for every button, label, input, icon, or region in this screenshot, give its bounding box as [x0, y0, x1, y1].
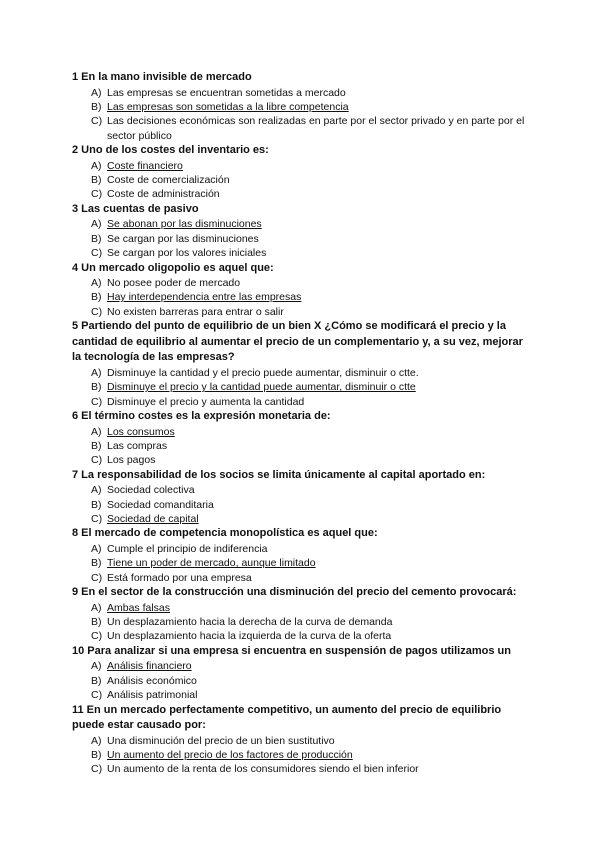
option-letter: C): [91, 630, 103, 643]
question-8: [72, 526, 532, 585]
option-letter: C): [91, 188, 103, 201]
answer-option: [72, 498, 532, 512]
answer-option: [72, 659, 532, 673]
option-letter: B): [91, 232, 102, 245]
option-text: Está formado por una empresa: [107, 571, 252, 584]
answer-option: [72, 366, 532, 380]
option-letter: C): [91, 305, 103, 318]
question-6: [72, 409, 532, 468]
option-letter: C): [91, 571, 103, 584]
option-text: Un desplazamiento hacia la derecha de la curva de demanda: [107, 616, 393, 629]
question-text: 9 En el sector de la construcción una disminución del precio del cemento provocará:: [72, 586, 517, 599]
option-text: Las decisiones económicas son realizadas en parte por el sector privado y en parte por el sector público: [107, 115, 525, 142]
option-letter: A): [91, 86, 102, 99]
option-text: Las empresas se encuentran sometidas a mercado: [107, 86, 346, 99]
option-letter: C): [91, 247, 103, 260]
option-letter: C): [91, 763, 103, 776]
answer-options: [72, 159, 532, 202]
answer-options: [72, 425, 532, 468]
option-letter: A): [91, 484, 102, 497]
question-4: [72, 261, 532, 320]
option-text: Análisis económico: [107, 674, 197, 687]
option-letter: A): [91, 159, 102, 172]
question-3: [72, 202, 532, 261]
option-text: Sociedad comanditaria: [107, 498, 214, 511]
answer-options: [72, 86, 532, 144]
answer-option: [72, 187, 532, 201]
question-text: 7 La responsabilidad de los socios se limita únicamente al capital aportado en:: [72, 468, 486, 481]
question-list: [72, 70, 532, 777]
option-text-correct: Las empresas son sometidas a la libre competencia: [107, 100, 349, 113]
option-letter: B): [91, 616, 102, 629]
option-text: Un desplazamiento hacia la izquierda de la curva de la oferta: [107, 630, 392, 643]
answer-options: [72, 217, 532, 260]
answer-option: [72, 453, 532, 467]
option-text: No existen barreras para entrar o salir: [107, 305, 284, 318]
answer-option: [72, 483, 532, 497]
option-text-correct: Los consumos: [107, 425, 175, 438]
answer-option: [72, 100, 532, 114]
option-letter: B): [91, 291, 102, 304]
answer-option: [72, 159, 532, 173]
option-letter: B): [91, 381, 102, 394]
answer-options: [72, 659, 532, 702]
question-2: [72, 143, 532, 202]
question-text: 5 Partiendo del punto de equilibrio de un bien X ¿Cómo se modificará el precio y la cantidad de equilibrio al aumentar el precio de un complementario y, a su vez, mejorar la tecnología de las empresas?: [72, 320, 523, 364]
option-letter: A): [91, 734, 102, 747]
option-text: Coste de administración: [107, 188, 220, 201]
option-text: Las compras: [107, 439, 168, 452]
answer-option: [72, 571, 532, 585]
question-10: [72, 644, 532, 703]
option-letter: B): [91, 749, 102, 761]
answer-option: [72, 439, 532, 453]
answer-option: [72, 688, 532, 702]
option-letter: A): [91, 425, 102, 438]
answer-option: [72, 232, 532, 246]
option-letter: A): [91, 218, 102, 231]
option-text-correct: Análisis financiero: [107, 660, 192, 673]
answer-option: [72, 512, 532, 526]
option-letter: C): [91, 513, 103, 526]
option-letter: C): [91, 115, 103, 128]
question-text: 1 En la mano invisible de mercado: [72, 71, 252, 83]
answer-option: [72, 173, 532, 187]
answer-option: [72, 542, 532, 556]
option-letter: B): [91, 557, 102, 570]
answer-option: [72, 276, 532, 290]
option-text-correct: Coste financiero: [107, 159, 183, 172]
answer-option: [72, 674, 532, 688]
answer-option: [72, 734, 532, 748]
answer-option: [72, 629, 532, 643]
option-text-correct: Se abonan por las disminuciones: [107, 218, 262, 231]
option-letter: C): [91, 395, 103, 408]
option-letter: C): [91, 454, 103, 467]
option-text: Se cargan por los valores iniciales: [107, 247, 267, 260]
question-1: [72, 70, 532, 143]
option-text-correct: Hay interdependencia entre las empresas: [107, 291, 302, 304]
option-letter: B): [91, 439, 102, 452]
option-text: Coste de comercialización: [107, 174, 230, 187]
answer-option: [72, 305, 532, 319]
option-text: Disminuye la cantidad y el precio puede aumentar, disminuir o ctte.: [107, 366, 419, 379]
answer-option: [72, 762, 532, 776]
question-11: [72, 703, 532, 777]
option-text: Sociedad colectiva: [107, 484, 195, 497]
option-text-correct: Ambas falsas: [107, 601, 171, 614]
option-text: Un aumento de la renta de los consumidores siendo el bien inferior: [107, 763, 419, 776]
option-text-correct: Disminuye el precio y la cantidad puede aumentar, disminuir o ctte: [107, 381, 416, 394]
option-letter: A): [91, 660, 102, 673]
option-letter: B): [91, 498, 102, 511]
answer-option: [72, 615, 532, 629]
answer-option: [72, 601, 532, 615]
option-letter: A): [91, 277, 102, 290]
option-text: No posee poder de mercado: [107, 277, 241, 290]
answer-option: [72, 395, 532, 409]
answer-options: [72, 483, 532, 526]
answer-options: [72, 601, 532, 644]
answer-options: [72, 276, 532, 319]
answer-option: [72, 114, 532, 143]
option-letter: A): [91, 542, 102, 555]
option-text: Se cargan por las disminuciones: [107, 232, 259, 245]
question-5: [72, 319, 532, 409]
answer-option: [72, 217, 532, 231]
question-text: 4 Un mercado oligopolio es aquel que:: [72, 261, 274, 274]
answer-options: [72, 366, 532, 409]
question-text: 3 Las cuentas de pasivo: [72, 202, 199, 215]
option-text: Cumple el principio de indiferencia: [107, 542, 268, 555]
answer-option: [72, 556, 532, 570]
question-9: [72, 585, 532, 644]
answer-option: [72, 246, 532, 260]
question-text: 10 Para analizar si una empresa si encuentra en suspensión de pagos utilizamos un: [72, 644, 511, 657]
document-page: [72, 70, 532, 777]
answer-options: [72, 734, 532, 777]
answer-option: [72, 425, 532, 439]
option-letter: B): [91, 100, 102, 113]
option-text: Los pagos: [107, 454, 156, 467]
question-text: 11 En un mercado perfectamente competitivo, un aumento del precio de equilibrio puede estar causado por:: [72, 703, 502, 732]
answer-option: [72, 290, 532, 304]
option-text: Una disminución del precio de un bien sustitutivo: [107, 734, 335, 747]
answer-option: [72, 86, 532, 100]
option-text-correct: Sociedad de capital: [107, 513, 199, 526]
question-text: 8 El mercado de competencia monopolística es aquel que:: [72, 527, 378, 540]
option-letter: B): [91, 174, 102, 187]
answer-options: [72, 542, 532, 585]
question-text: 2 Uno de los costes del inventario es:: [72, 144, 269, 157]
answer-option: [72, 380, 532, 394]
option-letter: B): [91, 674, 102, 687]
option-letter: A): [91, 366, 102, 379]
question-text: 6 El término costes es la expresión monetaria de:: [72, 410, 331, 422]
answer-option: [72, 748, 532, 762]
option-text: Análisis patrimonial: [107, 689, 198, 702]
option-letter: A): [91, 601, 102, 614]
option-text-correct: Un aumento del precio de los factores de producción: [107, 749, 353, 761]
option-text-correct: Tiene un poder de mercado, aunque limitado: [107, 557, 316, 570]
option-text: Disminuye el precio y aumenta la cantidad: [107, 395, 305, 408]
option-letter: C): [91, 689, 103, 702]
question-7: [72, 468, 532, 527]
